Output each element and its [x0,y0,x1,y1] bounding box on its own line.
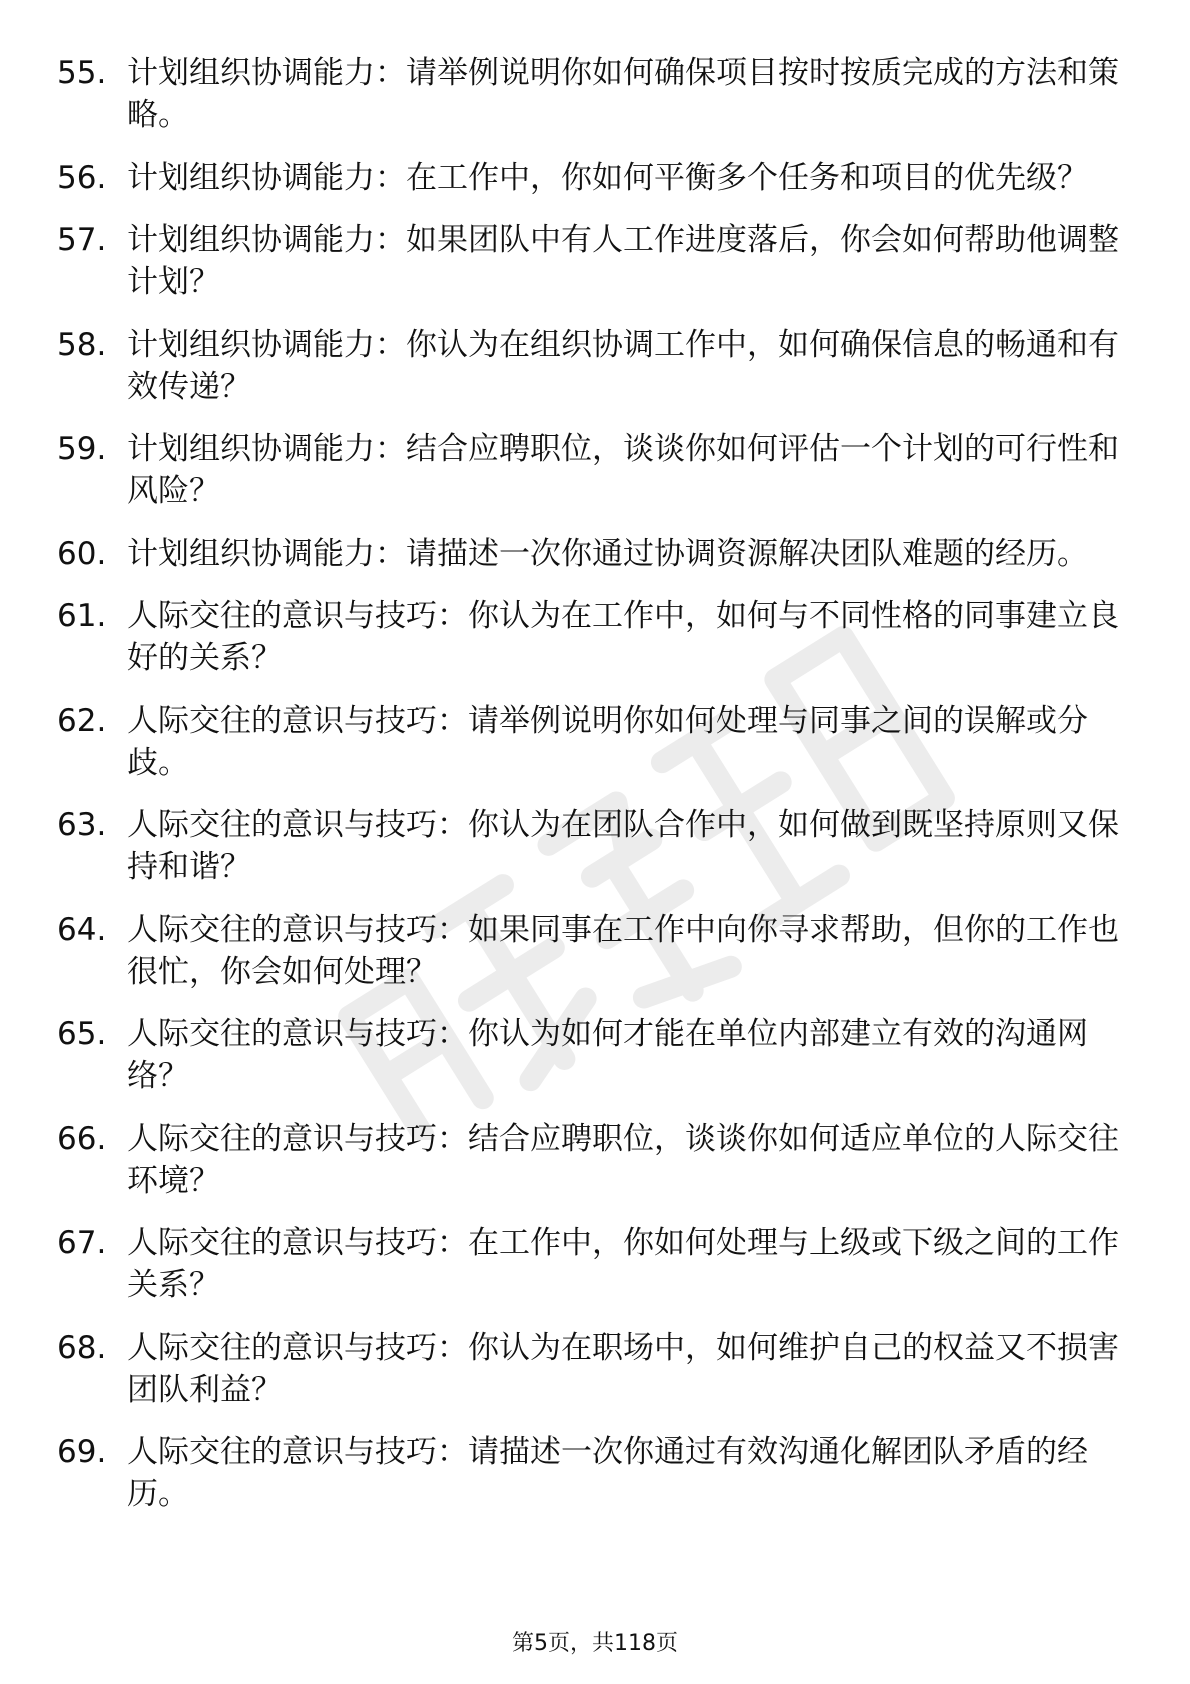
list-item [57,157,1122,199]
question-text: 人际交往的意识与技巧：你认为在团队合作中，如何做到既坚持原则又保持和谐？ [127,807,1119,885]
list-item [57,428,1122,512]
question-number: 64. [57,911,107,948]
page-footer [0,1626,1190,1657]
question-number: 65. [57,1016,107,1052]
list-item [57,1013,1122,1097]
question-text: 人际交往的意识与技巧：在工作中，你如何处理与上级或下级之间的工作关系？ [127,1225,1119,1303]
question-text: 计划组织协调能力：请描述一次你通过协调资源解决团队难题的经历。 [127,535,1088,572]
question-text: 计划组织协调能力：在工作中，你如何平衡多个任务和项目的优先级？ [127,159,1088,196]
question-number: 62. [57,702,107,739]
question-text: 人际交往的意识与技巧：你认为如何才能在单位内部建立有效的沟通网络？ [127,1016,1088,1094]
question-number: 58. [57,326,107,363]
question-text: 人际交往的意识与技巧：请举例说明你如何处理与同事之间的误解或分歧。 [127,702,1088,781]
list-item [57,533,1122,575]
list-item [57,909,1122,993]
list-item [57,700,1122,784]
list-item [57,804,1122,888]
question-number: 69. [57,1434,107,1470]
question-number: 60. [57,535,107,572]
question-text: 人际交往的意识与技巧：请描述一次你通过有效沟通化解团队矛盾的经历。 [127,1434,1088,1512]
question-text: 计划组织协调能力：如果团队中有人工作进度落后，你会如何帮助他调整计划？ [127,222,1119,300]
list-item [57,595,1122,679]
question-number: 63. [57,807,107,843]
list-item [57,1431,1122,1515]
question-text: 计划组织协调能力：请举例说明你如何确保项目按时按质完成的方法和策略。 [127,55,1119,133]
question-text: 人际交往的意识与技巧：结合应聘职位，谈谈你如何适应单位的人际交往环境？ [127,1120,1119,1199]
question-text: 人际交往的意识与技巧：如果同事在工作中向你寻求帮助，但你的工作也很忙，你会如何处理？ [127,911,1119,990]
question-text: 计划组织协调能力：你认为在组织协调工作中，如何确保信息的畅通和有效传递？ [127,326,1119,405]
list-item [57,1327,1122,1411]
list-item [57,219,1122,303]
list-item [57,1118,1122,1202]
question-number: 57. [57,222,107,258]
list-item [57,324,1122,408]
question-text: 计划组织协调能力：结合应聘职位，谈谈你如何评估一个计划的可行性和风险？ [127,431,1119,509]
question-number: 55. [57,55,107,91]
list-item [57,1222,1122,1306]
question-text: 人际交往的意识与技巧：你认为在工作中，如何与不同性格的同事建立良好的关系？ [127,598,1119,676]
question-list [57,52,1122,1536]
page-number-label: 第5页，共118页 [512,1631,678,1656]
question-number: 68. [57,1329,107,1366]
list-item [57,52,1122,136]
question-number: 59. [57,431,107,467]
question-text: 人际交往的意识与技巧：你认为在职场中，如何维护自己的权益又不损害团队利益？ [127,1329,1119,1408]
question-number: 67. [57,1225,107,1261]
question-number: 61. [57,598,107,634]
question-number: 56. [57,159,107,196]
question-number: 66. [57,1120,107,1157]
